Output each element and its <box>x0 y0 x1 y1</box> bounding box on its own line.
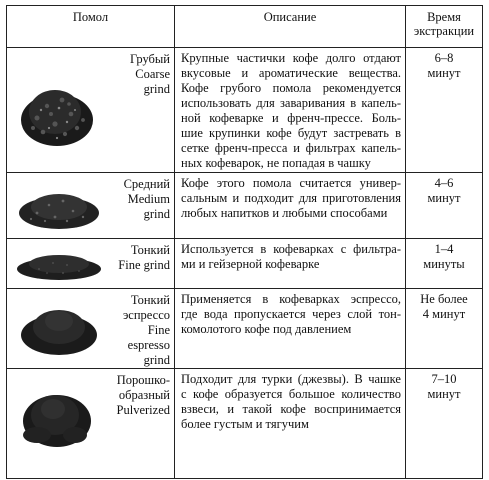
table-row <box>7 48 483 173</box>
grind-time-cell: Не более 4 минут <box>406 289 483 369</box>
grind-description-cell: Кофе этого помола считается универ- сальным и подходит для приготовления любых напитков и любыми способами <box>175 173 406 239</box>
header-grind: Помол <box>7 6 175 48</box>
grind-description-cell: Подходит для турки (джезвы). В чашке с кофе образуется большое количество взвеси, и такой кофе воспринимается более густым и тягучим <box>175 369 406 479</box>
grind-time-cell: 1–4 минуты <box>406 239 483 289</box>
table-row <box>7 173 483 239</box>
grind-name-cell: Тонкий Fine grind <box>113 239 175 289</box>
grind-image-cell <box>7 369 113 479</box>
grind-image-cell <box>7 289 113 369</box>
coffee-grind-table <box>6 5 483 479</box>
espresso-coffee-pile-icon <box>7 289 113 367</box>
grind-name-cell: Средний Medium grind <box>113 173 175 239</box>
table-row <box>7 289 483 369</box>
grind-image-cell <box>7 48 113 173</box>
medium-coffee-pile-icon <box>7 173 113 239</box>
header-time: Время экстракции <box>406 6 483 48</box>
grind-description-cell: Применяется в кофеварках эспрессо, где вода пропускается через слой тон- комолотого кофе под давлением <box>175 289 406 369</box>
grind-name-cell: Порошко- образный Pulverized <box>113 369 175 479</box>
table-row <box>7 369 483 479</box>
coarse-coffee-pile-icon <box>7 48 113 173</box>
grind-time-cell: 6–8 минут <box>406 48 483 173</box>
grind-image-cell <box>7 173 113 239</box>
fine-coffee-pile-icon <box>7 239 113 289</box>
grind-name-cell: Грубый Coarse grind <box>113 48 175 173</box>
header-description: Описание <box>175 6 406 48</box>
grind-image-cell <box>7 239 113 289</box>
grind-time-cell: 4–6 минут <box>406 173 483 239</box>
table-row <box>7 239 483 289</box>
grind-description-cell: Крупные частички кофе долго отдают вкусовые и ароматические вещества. Кофе грубого помола рекомендуется использовать для заваривания в капель- ной кофеварке и френч-прессе. Боль- шие крупинки кофе будут застревать в сетке френч-пресса и фильтрах капель- ных кофеварок, не попадая в чашку <box>175 48 406 173</box>
grind-time-cell: 7–10 минут <box>406 369 483 479</box>
powder-coffee-pile-icon <box>7 369 113 479</box>
grind-description-cell: Используется в кофеварках с фильтра- ми и гейзерной кофеварке <box>175 239 406 289</box>
grind-name-cell: Тонкий эспрессо Fine espresso grind <box>113 289 175 369</box>
